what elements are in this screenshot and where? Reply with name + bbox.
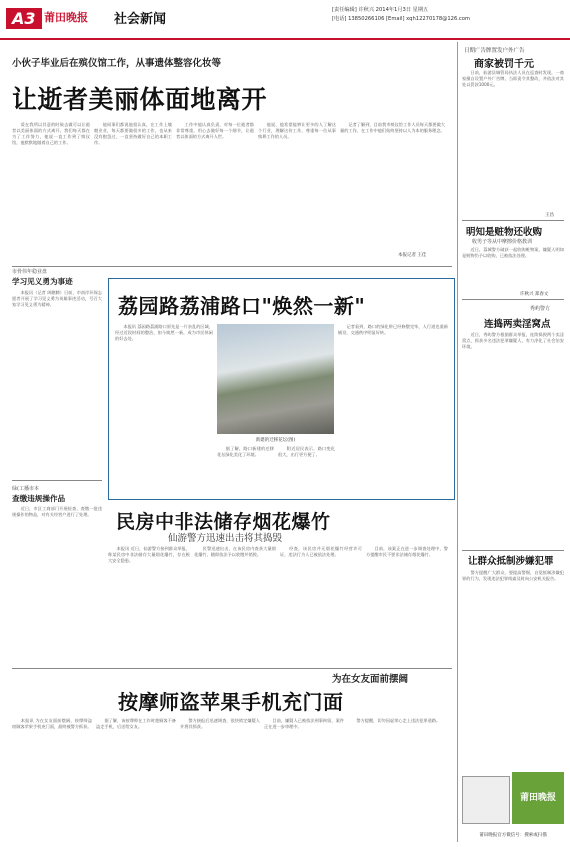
story4-headline: 荔园路荔浦路口"焕然一新" bbox=[118, 294, 366, 318]
header-meta bbox=[332, 6, 562, 24]
page-number: A3 bbox=[6, 8, 42, 29]
story3-kicker: 绿(工播市本 bbox=[12, 486, 39, 492]
story5-subhead: 仙游警方迅速出击将其捣毁 bbox=[168, 533, 283, 544]
divider bbox=[462, 550, 564, 551]
paper-logo-text: 莆田晚报 bbox=[519, 793, 556, 803]
sidebar2-headline: 明知是赃物还收购 bbox=[466, 227, 543, 238]
story5-col4: 目前，该案正在进一步调查处理中，警方提醒市民不要非法储存烟花爆竹。 bbox=[366, 546, 448, 557]
divider bbox=[462, 220, 564, 221]
story2-headline: 学习见义勇为事迹 bbox=[12, 277, 73, 286]
date: 2014年1月3日 星期五 bbox=[375, 7, 429, 13]
sidebar1-signoff: 王昌 bbox=[545, 213, 554, 218]
story1-col4: 他说，他希望能够让更多的人了解这个行业，理解这份工作，尊重每一位从事殡葬工作的人员。 bbox=[258, 122, 336, 139]
divider bbox=[12, 668, 452, 669]
paper-logo bbox=[512, 772, 564, 824]
story6-col5: 警方提醒，切勿因虚荣心走上违法犯罪道路。 bbox=[348, 718, 441, 723]
story6-col1: 本报讯 为在女友面前摆阔，按摩师盗窃顾客苹果手机充门面，最终被警方抓获。 bbox=[12, 718, 92, 729]
sidebar3-headline: 连捣两卖淫窝点 bbox=[484, 319, 551, 330]
story5-col1: 本报讯 近日，仙游警方接到群众举报，称某民房中非法储存大量烟花爆竹，存在极大安全隐患。 bbox=[108, 546, 190, 563]
story5-col3: 经查，该民房并无烟花爆竹经营许可证，违法行为人已被依法处理。 bbox=[280, 546, 362, 557]
divider bbox=[12, 480, 102, 481]
sidebar4-body: 警方提醒广大群众，要提高警惕，自觉抵制涉嫌犯罪的行为，发现违法犯罪线索及时向公安机关报告。 bbox=[462, 570, 564, 581]
qr-caption: 莆田晚报官方微信号：搜索或扫描 bbox=[479, 833, 547, 838]
sidebar2-signoff: 许秋兴 郑春文 bbox=[520, 292, 549, 297]
story4-col2: 据了解，路口新建的迁移花坛绿化美化了环境。 bbox=[217, 446, 274, 457]
sidebar1-headline: 商家被罚千元 bbox=[474, 59, 534, 70]
story6-kicker: 为在女友面前摆阔 bbox=[332, 674, 409, 685]
sidebar3-body: 近日，秀屿警方根据群众举报，连续捣毁两个卖淫窝点，抓获多名违法犯罪嫌疑人，有力净化了社会治安环境。 bbox=[462, 332, 564, 349]
header-rule bbox=[0, 38, 570, 40]
sidebar3-kicker: 秀屿警方 bbox=[530, 306, 551, 312]
story3-headline: 查缴违规操作品 bbox=[12, 494, 66, 503]
section-title: 社会新闻 bbox=[114, 12, 167, 27]
story6-col4: 目前，嫌疑人已被依法刑事拘留，案件正在进一步审理中。 bbox=[264, 718, 344, 729]
contact: [电话] 13850266106 [Email] xqh12270178@126.com bbox=[332, 16, 470, 22]
page-header bbox=[0, 0, 570, 40]
sidebar1-kicker: 日期广告牌置发户外广告 bbox=[464, 48, 525, 54]
story1-signoff: 本报记者 王佳 bbox=[398, 253, 427, 258]
road-photo bbox=[217, 324, 334, 434]
story4-col3: 附近居民表示，路口变化很大，出行更方便了。 bbox=[278, 446, 335, 457]
divider bbox=[462, 299, 564, 300]
story6-headline: 按摩师盗苹果手机充门面 bbox=[118, 690, 344, 714]
divider bbox=[12, 266, 452, 267]
story4-col4: 记者看到，路口的绿化带已经修整完毕，人行道也重新铺设，交通秩序明显好转。 bbox=[338, 324, 448, 335]
paper-name: 莆田晚报 bbox=[44, 11, 88, 24]
story3-body: 近日，市区工商部门开展检查，查缴一批违规操作的物品，对有关经营户进行了处理。 bbox=[12, 506, 102, 517]
story5-col2: 民警迅速出击，在该民房内查获大量烟花爆竹，随即依法予以收缴并销毁。 bbox=[194, 546, 276, 557]
sidebar1-body: 日前，仙游县城管局执法人员在巡查时发现，一商家擅自设置户外广告牌，当即责令其整改，并依法对其处以罚款1000元。 bbox=[462, 70, 564, 87]
sidebar4-headline: 让群众抵制涉嫌犯罪 bbox=[468, 556, 554, 567]
qr-code-icon bbox=[462, 776, 510, 824]
story1-col3: 工作中他认真负责，对每一位逝者都非常尊重，用心去做好每一个细节，让逝者以体面的方式离开人世。 bbox=[176, 122, 254, 139]
story1-col5: 记者了解到，目前我市殡仪馆工作人员每天都要做大量的工作，在工作中他们始终坚持以人为本的服务理念。 bbox=[340, 122, 445, 133]
story2-body: 本报讯（记者 周鹏腾）日前，市南岸环保志愿者开展了学习见义勇为英雄事迹活动，号召大家学习见义勇为精神。 bbox=[12, 290, 102, 307]
story1-col1: 爱在我所以其意的时候去做可以让逝者以美丽体面的方式离开。我们每天都在为了工作努力，他说一直工作到了殡仪馆，他默默地做着自己的工作。 bbox=[12, 122, 90, 145]
editor: [责任编辑] 许秋兴 bbox=[332, 7, 375, 13]
story4-col1: 本报讯 荔园路荔浦路口原先是一片杂乱的区域，经过近段时间的整治，如今焕然一新，成为市民休闲的好去处。 bbox=[115, 324, 213, 341]
sidebar2-subhead: 收男子等从中摩擦价格教训 bbox=[472, 239, 533, 245]
story4-caption: 新建的迁移花坛(图) bbox=[255, 438, 296, 443]
story1-kicker: 小伙子毕业后在殡仪馆工作，从事遗体整容化妆等 bbox=[12, 58, 222, 69]
story6-col3: 警方接报后迅速调查，很快锁定嫌疑人并将其抓获。 bbox=[180, 718, 260, 729]
story5-headline: 民房中非法储存烟花爆竹 bbox=[116, 511, 331, 533]
story6-col2: 据了解，该按摩师在工作时趁顾客不备盗走手机，后送给女友。 bbox=[96, 718, 176, 729]
sidebar-divider bbox=[457, 42, 458, 842]
story2-kicker: 市骨伟年稳业盘 bbox=[12, 269, 48, 275]
sidebar2-body: 近日，荔城警方破获一起收购赃物案，嫌疑人明知是赃物仍予以收购，已被依法处理。 bbox=[462, 247, 564, 258]
story1-col2: 他同事们都说他很认真，在工作上兢兢业业，每天都要做很多的工作，也从来没有抱怨过，一直坚持做好自己的本职工作。 bbox=[94, 122, 172, 145]
story1-headline: 让逝者美丽体面地离开 bbox=[12, 85, 268, 114]
